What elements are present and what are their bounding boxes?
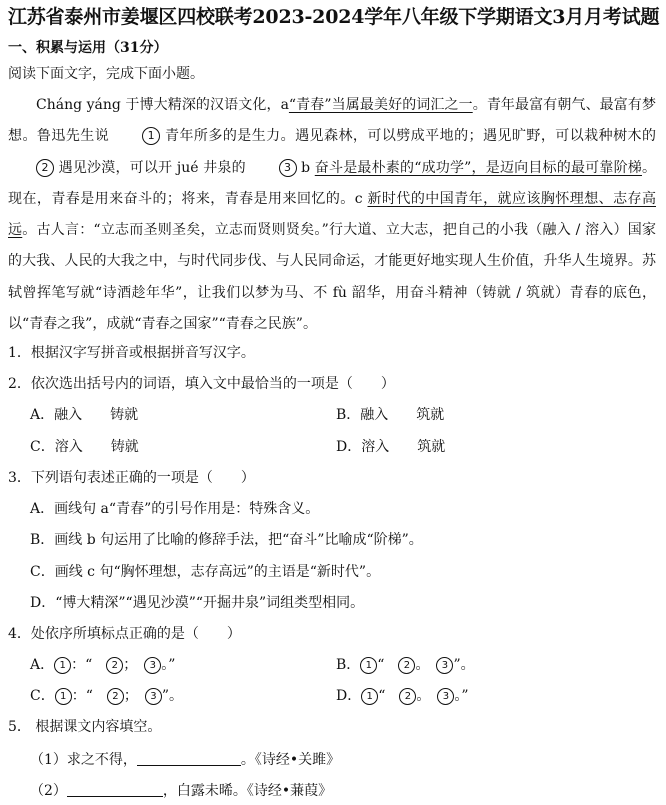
q2-option-a[interactable]: A．融入 铸就 [30,407,139,423]
question-1: 1．根据汉字写拼音或根据拼音写汉字。 [8,345,255,361]
q3-option-c[interactable]: C．画线 c 句“胸怀理想，志存高远”的主语是“新时代”。 [30,564,381,580]
q5-item-2 [30,781,332,801]
question-2: 2．依次选出括号内的词语，填入文中最恰当的一项是（ ） [8,376,395,392]
passage-text: b [296,159,315,176]
section-heading: 一、积累与运用（31分） [8,40,168,56]
underlined-sentence-b: 奋斗是最朴素的“成功学”，是迈向目标的最可靠阶梯 [314,159,642,176]
q3-option-d[interactable]: D．“博大精深”“遇见沙漠”“开掘井泉”词组类型相同。 [30,595,365,611]
circled-number-1: 1 [54,657,71,674]
question-5: 5． 根据课文内容填空。 [8,719,162,735]
punctuation: ：“ [71,657,93,673]
punctuation: “ [377,657,385,673]
passage-text: 。现在，青春是用来奋斗的；将来，青春是用来回忆的。c [8,159,656,207]
option-label: C． [30,688,55,704]
punctuation: ”。 [161,688,184,704]
punctuation: 。” [454,688,469,704]
q3-option-b[interactable]: B．画线 b 句运用了比喻的修辞手法，把“奋斗”比喻成“阶梯”。 [30,532,423,548]
answer-blank-1[interactable] [137,751,241,766]
punctuation: ”。 [453,657,475,673]
punctuation: 。” [161,657,176,673]
circled-number-3: 3 [437,688,454,705]
q4-option-c[interactable] [30,686,183,706]
q5-item-2-prefix: （2） [30,783,67,799]
passage-text: 。古人言：“立志而圣则圣矣，立志而贤则贤矣。”行大道、立大志，把自己的小我（融入 / 溶入）国家的大我、人民的大我之中，与时代同步伐、与人民同命运，才能更好地实现人生价值，升华人生境界。苏轼曾挥笔写就“诗酒趁年华”，让我们以梦为马、不 fù 韶华，用奋斗精神（铸就 / 筑就）青春的底色，以“青春之我”，成就“青春之国家”“青春之民族”。 [8,222,657,333]
q2-option-d[interactable]: D．溶入 筑就 [336,439,446,455]
q5-item-1-prefix: （1）求之不得， [30,752,137,768]
circled-number-2: 2 [398,657,415,674]
circled-number-1: 1 [142,127,160,145]
q2-option-b[interactable]: B．融入 筑就 [336,407,445,423]
circled-number-1: 1 [55,688,72,705]
circled-number-1: 1 [361,688,378,705]
punctuation: 。 [415,657,423,673]
circled-number-3: 3 [279,159,297,177]
circled-number-3: 3 [144,657,161,674]
circled-number-3: 3 [145,688,162,705]
blank-1 [114,121,160,152]
q4-option-b[interactable] [336,655,475,675]
question-4: 4．处依序所填标点正确的是（ ） [8,626,241,642]
q3-option-a[interactable]: A．画线句 a“青春”的引号作用是：特殊含义。 [30,501,320,517]
punctuation: ：“ [71,688,93,704]
option-label: D． [336,688,362,704]
blank-3 [251,153,297,184]
answer-blank-2[interactable] [67,782,163,797]
q5-item-1 [30,750,340,770]
q4-option-d[interactable] [336,686,469,706]
underlined-sentence-c: 新时代的中国青年，就应该胸怀理想、志存高远 [8,190,656,239]
punctuation: ； [123,688,131,704]
circled-number-2: 2 [399,688,416,705]
reading-instruction: 阅读下面文字，完成下面小题。 [8,66,204,82]
underlined-sentence-a: “青春”当属最美好的词汇之一 [288,97,473,113]
circled-number-2: 2 [107,688,124,705]
question-3: 3．下列语句表述正确的一项是（ ） [8,470,255,486]
punctuation: 。 [416,688,424,704]
passage-text: Cháng yáng 于博大精深的汉语文化，a [36,97,289,113]
blank-2 [8,153,54,184]
passage-text: 。青年最富有朝气、最富有梦想。鲁迅先生说 [8,97,656,145]
circled-number-2: 2 [36,159,54,177]
passage-text: 遇见沙漠，可以开 jué 井泉的 [54,159,251,176]
circled-number-2: 2 [106,657,123,674]
reading-passage [8,90,656,340]
q4-option-a[interactable] [30,655,175,675]
q5-item-2-suffix: ，白露未晞。《诗经•蒹葭》 [162,783,333,799]
q2-option-c[interactable]: C．溶入 铸就 [30,439,139,455]
passage-text: 青年所多的是生力。遇见森林，可以劈成平地的；遇见旷野，可以栽种树木的 [160,128,656,145]
q5-item-1-suffix: 。《诗经•关雎》 [240,752,341,768]
circled-number-1: 1 [360,657,377,674]
punctuation: “ [378,688,386,704]
option-label: B． [336,657,361,673]
option-label: A． [30,657,55,673]
exam-title: 江苏省泰州市姜堰区四校联考2023-2024学年八年级下学期语文3月月考试题 [8,6,660,28]
circled-number-3: 3 [436,657,453,674]
punctuation: ； [123,657,131,673]
